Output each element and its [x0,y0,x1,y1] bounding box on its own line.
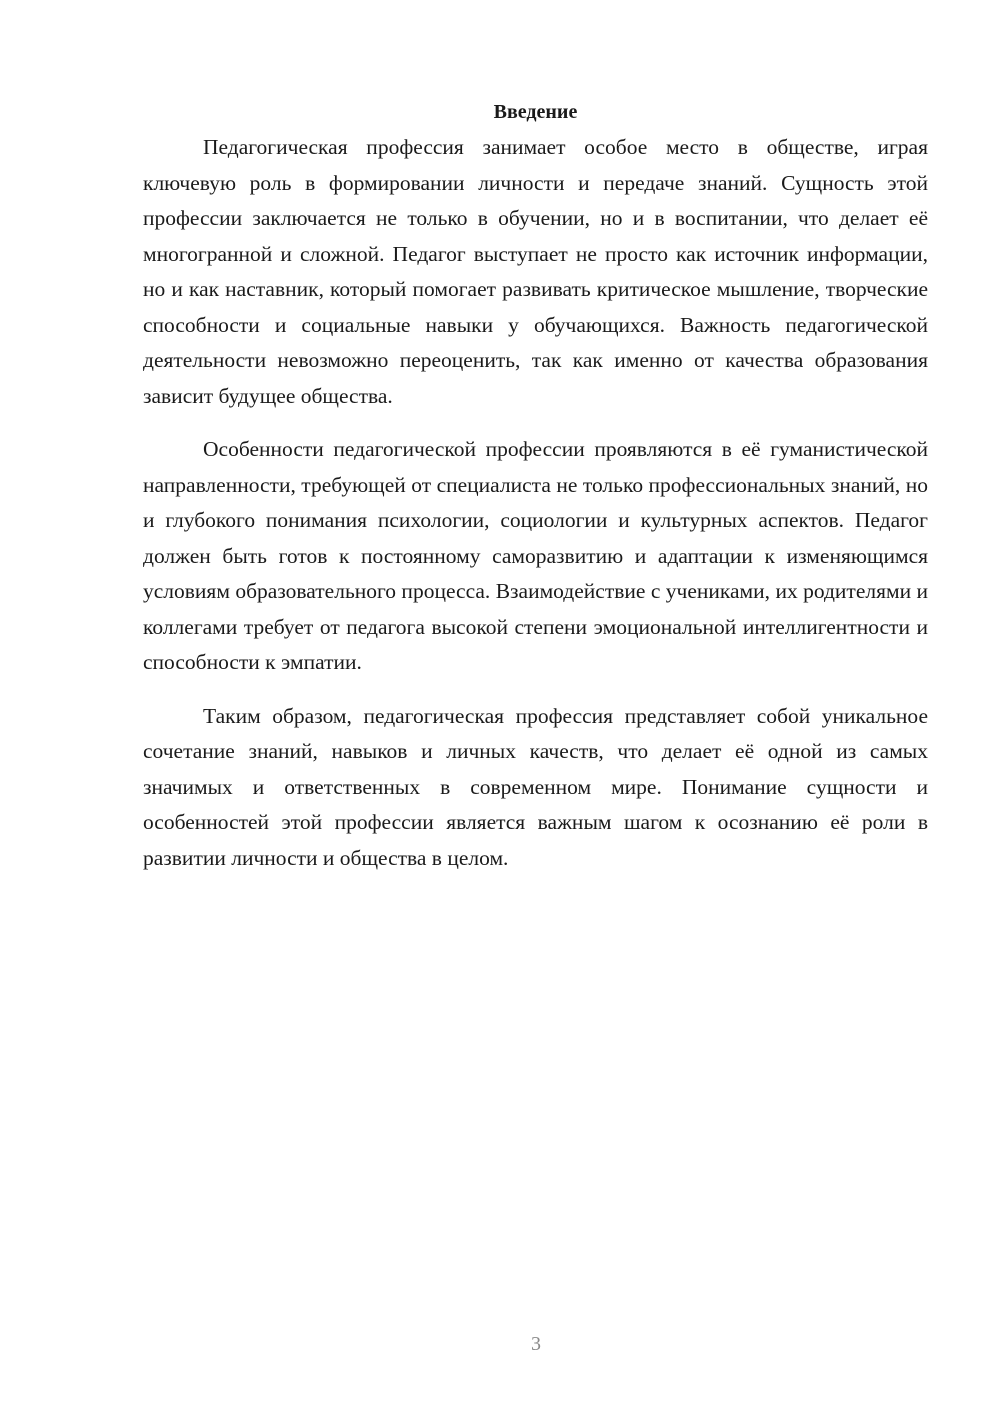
paragraph-1: Педагогическая профессия занимает особое место в обществе, играя ключевую роль в формировании личности и передаче знаний. Сущность этой профессии заключается не только в обучении, но и в воспитании, что делает её многогранной и сложной. Педагог выступает не просто как источник информации, но и как наставник, который помогает развивать критическое мышление, творческие способности и социальные навыки у обучающихся. Важность педагогической деятельности невозможно переоценить, так как именно от качества образования зависит будущее общества. [143,135,928,408]
page-content [143,96,928,894]
page-number: 3 [531,1333,541,1355]
section-heading: Введение [493,101,578,123]
paragraph-3: Таким образом, педагогическая профессия представляет собой уникальное сочетание знаний, навыков и личных качеств, что делает её одной из самых значимых и ответственных в современном мире. Понимание сущности и особенностей этой профессии является важным шагом к осознанию её роли в развитии личности и общества в целом. [143,703,928,870]
paragraph-2: Особенности педагогической профессии проявляются в её гуманистической направленности, требующей от специалиста не только профессиональных знаний, но и глубокого понимания психологии, социологии и культурных аспектов. Педагог должен быть готов к постоянному саморазвитию и адаптации к изменяющимся условиям образовательного процесса. Взаимодействие с учениками, их родителями и коллегами требует от педагога высокой степени эмоциональной интеллигентности и способности к эмпатии. [143,437,928,674]
